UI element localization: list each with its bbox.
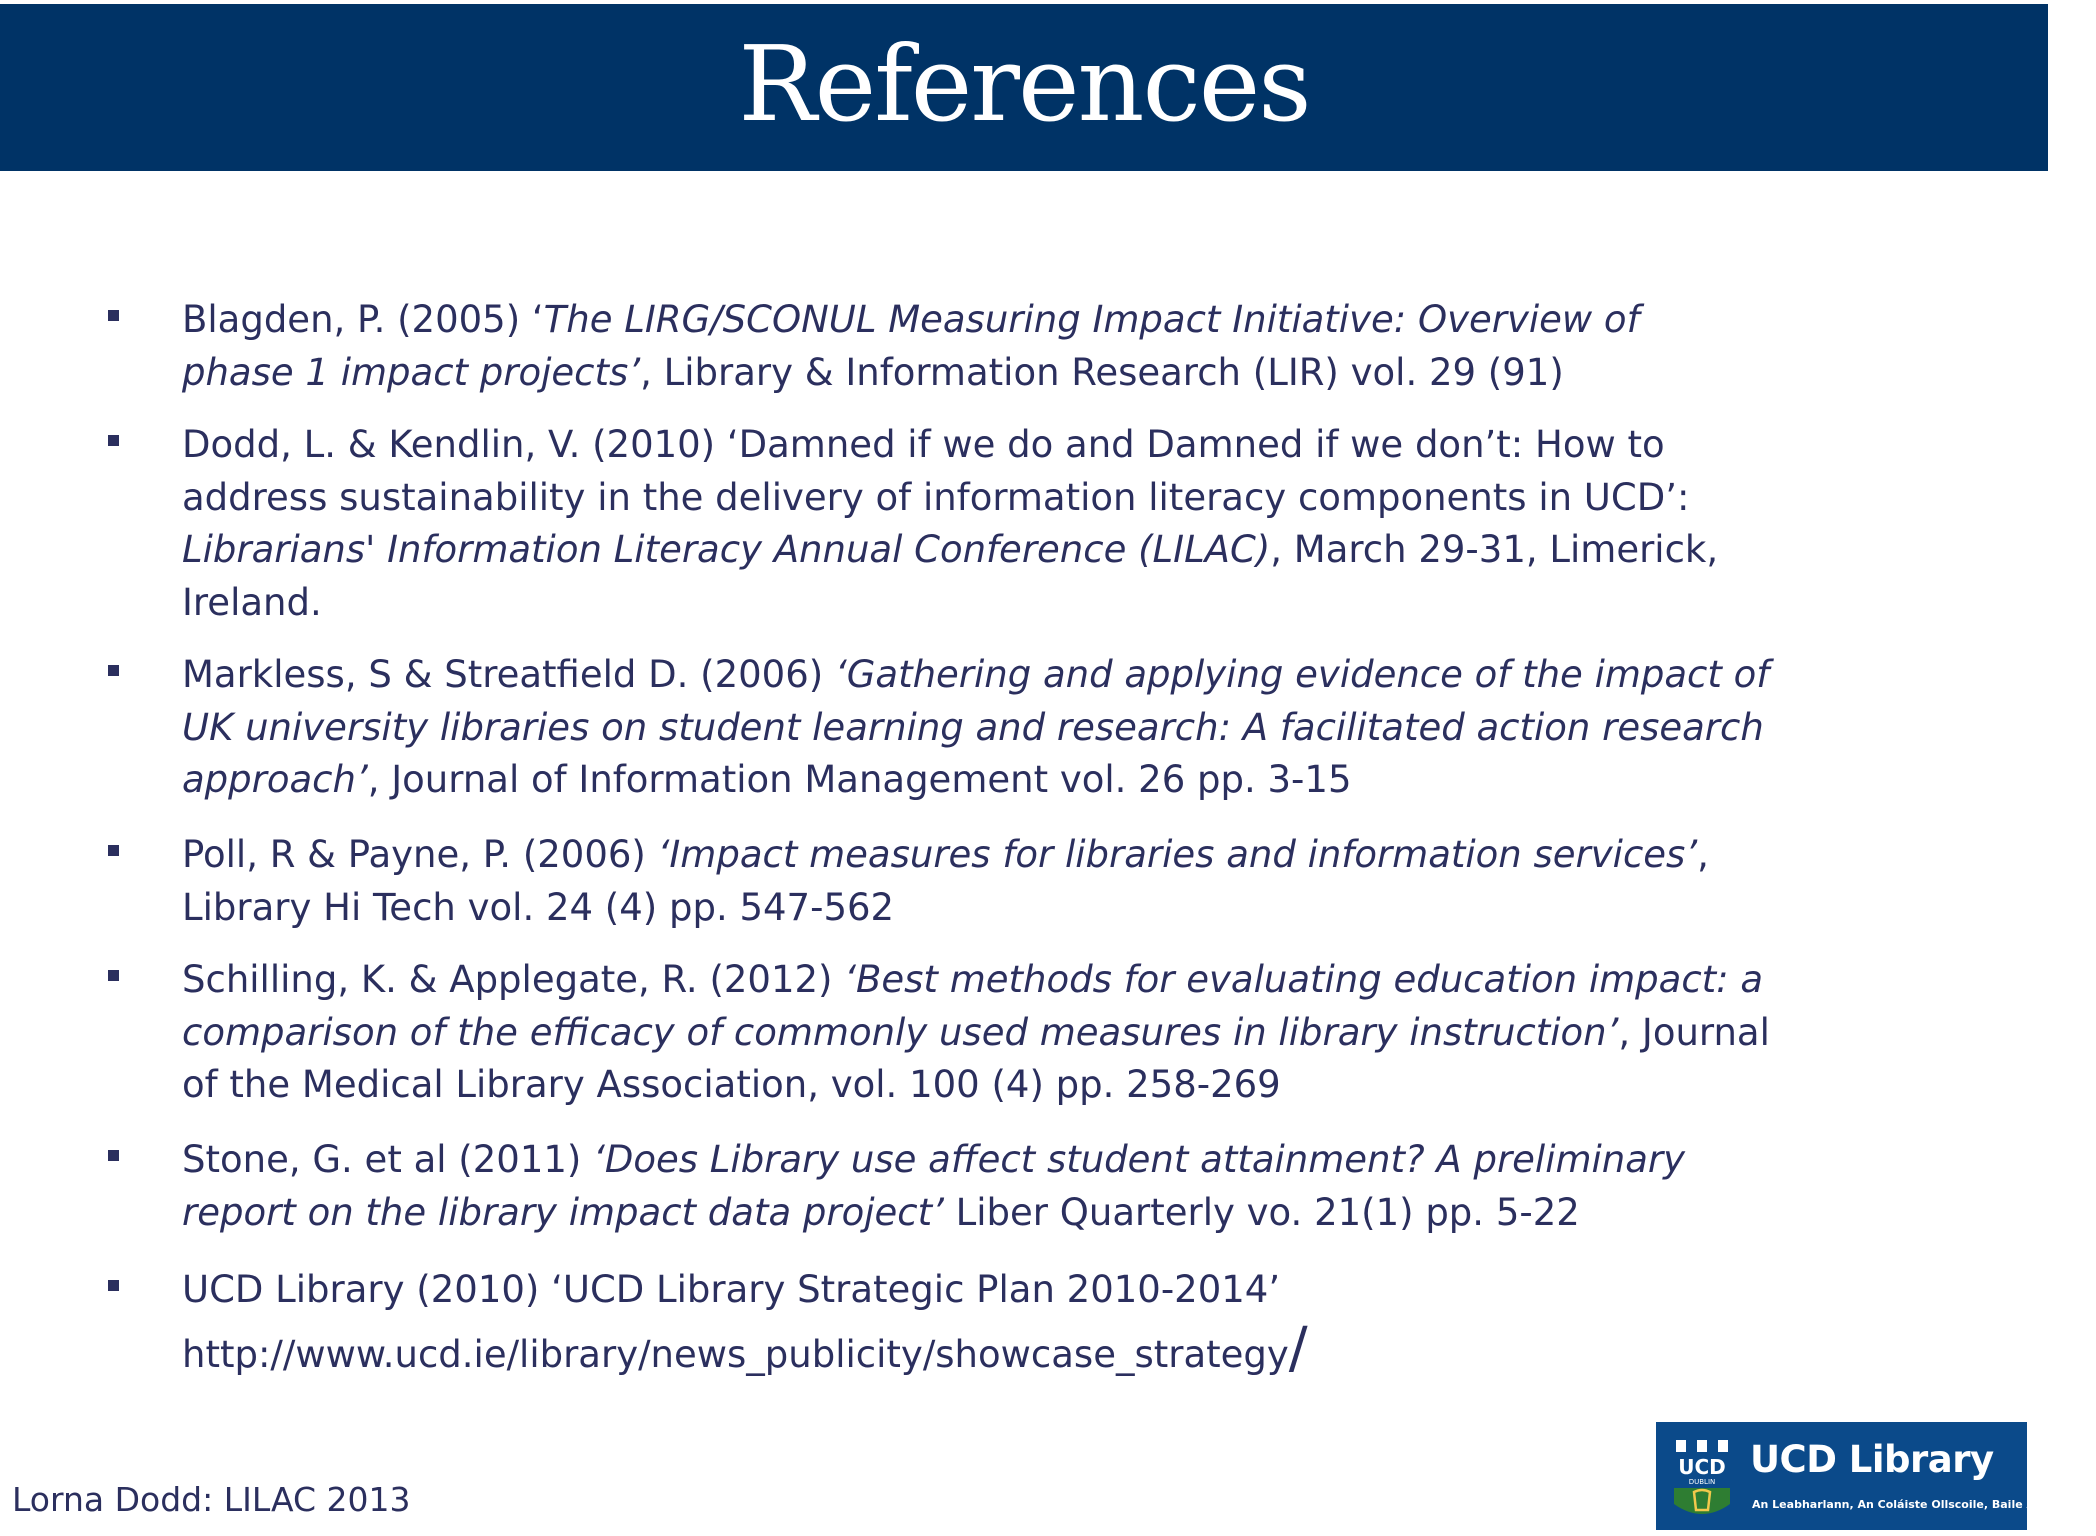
reference-segment: Blagden, P. (2005) ‘ [182,298,544,341]
reference-text [182,419,1922,629]
logo-name: UCD Library [1750,1438,1994,1481]
reference-italic-segment: ‘Gathering and applying evidence of the impact of [834,653,1770,696]
reference-italic-segment: approach’ [182,758,368,801]
reference-italic-segment: report on the library impact data project’ [182,1190,944,1234]
bullet-icon [108,1280,119,1291]
reference-segment: , Journal [1618,1010,1770,1054]
reference-segment: Dodd, L. & Kendlin, V. (2010) ‘Damned if we do and Damned if we don’t: How to [182,423,1665,466]
ucd-library-logo [1656,1422,2096,1530]
reference-segment: UCD Library (2010) ‘UCD Library Strategic Plan 2010-2014’ [182,1268,1281,1311]
reference-segment: Schilling, K. & Applegate, R. (2012) [182,958,845,1001]
reference-line [182,1187,1922,1240]
reference-line [182,347,1922,400]
reference-segment: of the Medical Library Association, vol. 100 (4) pp. 258-269 [182,1063,1281,1106]
reference-italic-segment: ‘Best methods for evaluating education impact: a [844,958,1764,1001]
reference-url-suffix: / [1288,1315,1308,1381]
footer-credit: Lorna Dodd: LILAC 2013 [12,1480,411,1519]
reference-text [182,649,1922,807]
reference-segment: Library Hi Tech vol. 24 (4) pp. 547-562 [182,885,895,929]
crest-text: UCD [1678,1455,1726,1479]
reference-segment: , Journal of Information Management vol. 26 pp. 3-15 [367,758,1352,801]
reference-line [182,1007,1922,1060]
reference-segment: Liber Quarterly vo. 21(1) pp. 5-22 [943,1190,1580,1234]
ucd-crest-icon [1670,1434,1734,1520]
reference-segment: Ireland. [182,580,322,624]
reference-line [182,829,1922,882]
reference-line [182,702,1922,755]
bullet-icon [108,435,119,446]
reference-line [182,419,1922,472]
reference-line [182,294,1922,347]
reference-text [182,1264,1922,1381]
reference-italic-segment: comparison of the efficacy of commonly used measures in library instruction’ [182,1010,1619,1054]
reference-segment: , Library & Information Research (LIR) vol. 29 (91) [640,350,1564,394]
reference-text [182,829,1922,934]
reference-italic-segment: Librarians' Information Literacy Annual Conference (LILAC) [182,528,1271,571]
reference-segment: Poll, R & Payne, P. (2006) [182,833,658,876]
reference-segment: Markless, S & Streatfield D. (2006) [182,653,835,696]
reference-line [182,524,1922,577]
reference-italic-segment: phase 1 impact projects’ [182,350,641,394]
bullet-icon [108,1150,119,1161]
reference-line [182,882,1922,935]
reference-text [182,954,1922,1112]
reference-text [182,294,1922,399]
reference-line [182,1264,1922,1317]
reference-italic-segment: The LIRG/SCONUL Measuring Impact Initiative: Overview of [543,298,1640,341]
reference-line [182,649,1922,702]
reference-line [182,754,1922,807]
crest-subtext: DUBLIN [1688,1478,1716,1486]
reference-segment: , March 29-31, Limerick, [1270,528,1719,571]
logo-subtitle: An Leabharlann, An Coláiste Ollscoile, Baile Átha Cliath [1752,1498,2096,1511]
reference-line [182,472,1922,525]
page-title: References [738,23,1310,145]
reference-url-line [182,1315,1922,1382]
bullet-icon [108,665,119,676]
bullet-icon [108,845,119,856]
reference-line [182,1134,1922,1187]
reference-segment: Stone, G. et al (2011) [182,1138,594,1181]
bullet-icon [108,310,119,321]
reference-text [182,1134,1922,1239]
reference-italic-segment: UK university libraries on student learning and research: A facilitated action research [182,705,1764,749]
reference-line [182,954,1922,1007]
reference-segment: address sustainability in the delivery of information literacy components in UCD’: [182,475,1690,519]
reference-url-link[interactable]: http://www.ucd.ie/library/news_publicity/showcase_strategy [182,1332,1289,1376]
reference-italic-segment: ‘Does Library use affect student attainment? A preliminary [593,1138,1686,1181]
reference-italic-segment: ‘Impact measures for libraries and information services’ [657,833,1698,876]
reference-segment: , [1697,833,1709,876]
reference-line [182,577,1922,630]
reference-line [182,1059,1922,1112]
bullet-icon [108,970,119,981]
